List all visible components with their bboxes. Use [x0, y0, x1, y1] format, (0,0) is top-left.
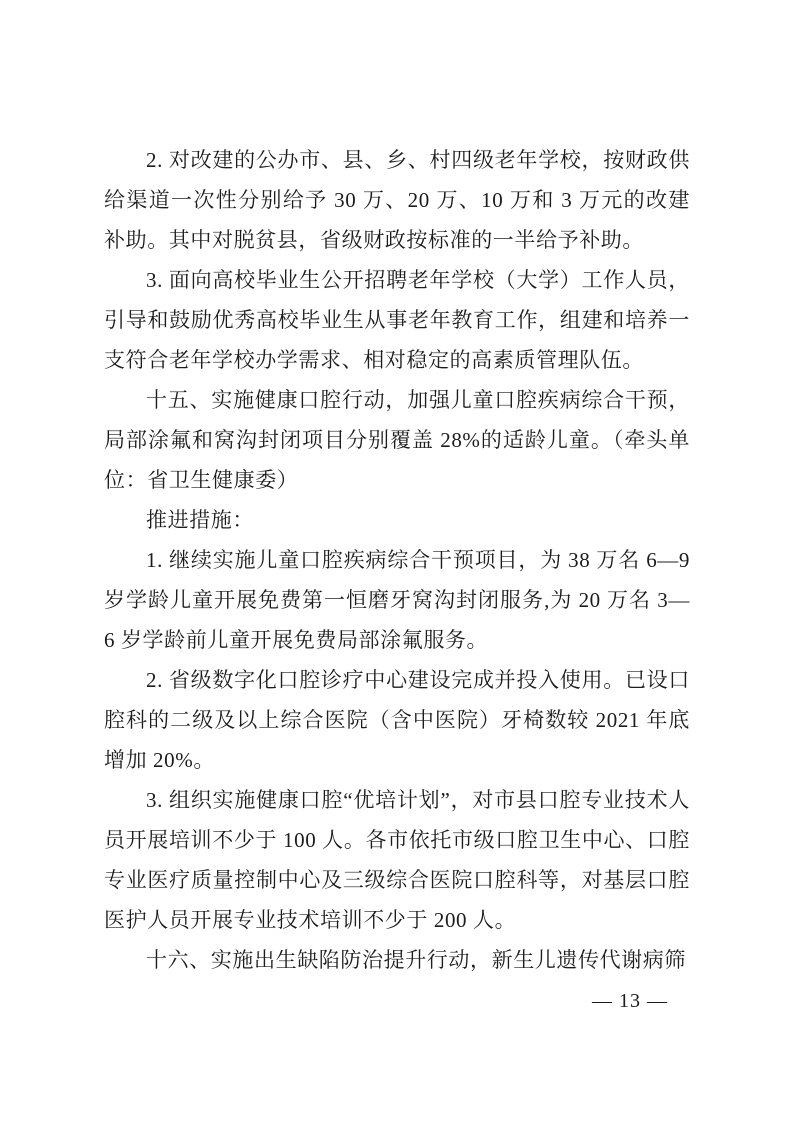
measure-2-digital-dental-center: 2. 省级数字化口腔诊疗中心建设完成并投入使用。已设口腔科的二级及以上综合医院（含中医院）牙椅数较 2021 年底增加 20%。 — [104, 668, 690, 772]
section-15-oral-health-action: 十五、实施健康口腔行动，加强儿童口腔疾病综合干预，局部涂氟和窝沟封闭项目分别覆盖 28%的适龄儿童。（牵头单位：省卫生健康委） — [104, 388, 690, 492]
item-3-graduate-recruitment: 3. 面向高校毕业生公开招聘老年学校（大学）工作人员，引导和鼓励优秀高校毕业生从事老年教育工作，组建和培养一支符合老年学校办学需求、相对稳定的高素质管理队伍。 — [104, 268, 690, 372]
measure-1-children-dental-program: 1. 继续实施儿童口腔疾病综合干预项目，为 38 万名 6—9 岁学龄儿童开展免费第一恒磨牙窝沟封闭服务,为 20 万名 3—6 岁学龄前儿童开展免费局部涂氟服务。 — [104, 548, 690, 652]
section-16-birth-defects-action: 十六、实施出生缺陷防治提升行动，新生儿遗传代谢病筛 — [146, 948, 686, 972]
measure-3-training-plan: 3. 组织实施健康口腔“优培计划”，对市县口腔专业技术人员开展培训不少于 100 人。各市依托市级口腔卫生中心、口腔专业医疗质量控制中心及三级综合医院口腔科等，对基层口腔医护人员开展专业技术培训不少于 200 人。 — [104, 788, 690, 932]
measures-heading: 推进措施： — [146, 508, 254, 532]
page-number: — 13 — — [592, 990, 668, 1012]
text-block — [104, 140, 690, 980]
item-2-reconstruction-subsidy: 2. 对改建的公办市、县、乡、村四级老年学校，按财政供给渠道一次性分别给予 30 万、20 万、10 万和 3 万元的改建补助。其中对脱贫县，省级财政按标准的一半给予补助。 — [104, 148, 690, 252]
